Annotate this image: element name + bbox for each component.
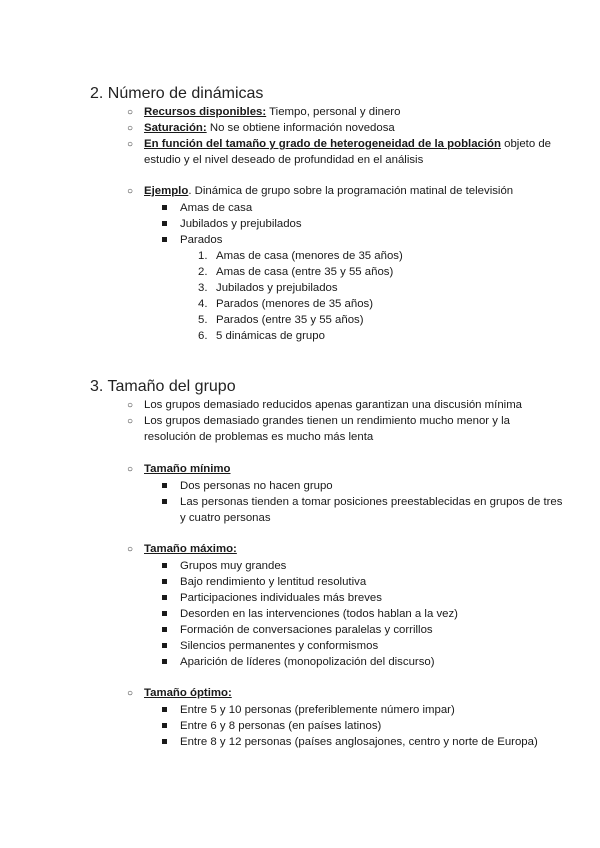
list-item: Grupos muy grandes [162,558,572,574]
bullet-square-icon [162,739,167,744]
section-2-heading: 2. Número de dinámicas [90,85,264,102]
max-label: Tamaño máximo: [144,543,237,555]
list-item-optimal [127,686,567,702]
bullet-circle-icon: ○ [127,186,134,197]
bullet-square-icon [162,483,167,488]
bullet-square-icon [162,611,167,616]
bullet-square-icon [162,563,167,568]
list-item-max [127,542,567,558]
list-item: Dos personas no hacen grupo [162,478,572,494]
item-label: Recursos disponibles: [144,106,267,118]
item-label: Saturación: [144,122,207,134]
optimal-label: Tamaño óptimo: [144,687,232,699]
list-item: Aparición de líderes (monopolización del discurso) [162,654,572,670]
list-item-min [127,462,567,478]
list-item: Amas de casa [162,200,572,216]
list-item: Las personas tienden a tomar posiciones preestablecidas en grupos de tres y cuatro personas [162,494,567,526]
bullet-circle-icon: ○ [127,139,134,150]
item-label: En función del tamaño y grado de heterogeneidad de la población [144,138,501,150]
list-item: Desorden en las intervenciones (todos hablan a la vez) [162,606,572,622]
list-item-example [127,184,567,200]
bullet-circle-icon: ○ [127,107,134,118]
bullet-square-icon [162,643,167,648]
item-text: Tiempo, personal y dinero [266,106,401,118]
bullet-circle-icon: ○ [127,416,134,427]
bullet-square-icon [162,659,167,664]
list-item: Parados [162,232,572,248]
bullet-square-icon [162,499,167,504]
list-item [127,121,567,137]
section-3-heading: 3. Tamaño del grupo [90,378,236,395]
numbered-item: 4. Parados (menores de 35 años) [198,298,374,310]
list-item: Entre 5 y 10 personas (preferiblemente número impar) [162,702,572,718]
min-label: Tamaño mínimo [144,463,231,475]
bullet-square-icon [162,723,167,728]
bullet-square-icon [162,221,167,226]
bullet-circle-icon: ○ [127,688,134,699]
bullet-square-icon [162,237,167,242]
bullet-circle-icon: ○ [127,400,134,411]
list-item: ○ Los grupos demasiado grandes tienen un rendimiento mucho menor y la resolución de problemas es mucho más lenta [127,415,510,443]
numbered-item: 1. Amas de casa (menores de 35 años) [198,250,403,262]
list-item [127,105,567,121]
bullet-circle-icon: ○ [127,544,134,555]
example-text: . Dinámica de grupo sobre la programación matinal de televisión [188,185,514,197]
bullet-square-icon [162,205,167,210]
numbered-item: 3. Jubilados y prejubilados [198,282,338,294]
numbered-item: 5. Parados (entre 35 y 55 años) [198,314,364,326]
list-item: Entre 6 y 8 personas (en países latinos) [162,718,572,734]
numbered-item: 6. 5 dinámicas de grupo [198,330,325,342]
item-text: objeto de estudio y el nivel deseado de profundidad en el análisis [144,138,551,166]
list-item: ○ Los grupos demasiado reducidos apenas garantizan una discusión mínima [127,398,567,414]
item-text: No se obtiene información novedosa [206,122,395,134]
example-label: Ejemplo [144,185,189,197]
list-item: Jubilados y prejubilados [162,216,572,232]
bullet-circle-icon: ○ [127,123,134,134]
list-item: Silencios permanentes y conformismos [162,638,572,654]
list-item: Formación de conversaciones paralelas y corrillos [162,622,572,638]
bullet-square-icon [162,579,167,584]
list-item: Participaciones individuales más breves [162,590,572,606]
list-item: Entre 8 y 12 personas (países anglosajones, centro y norte de Europa) [162,734,572,750]
list-item [127,137,572,168]
bullet-square-icon [162,627,167,632]
list-item: Bajo rendimiento y lentitud resolutiva [162,574,572,590]
bullet-square-icon [162,707,167,712]
bullet-square-icon [162,595,167,600]
numbered-item: 2. Amas de casa (entre 35 y 55 años) [198,266,394,278]
bullet-circle-icon: ○ [127,464,134,475]
